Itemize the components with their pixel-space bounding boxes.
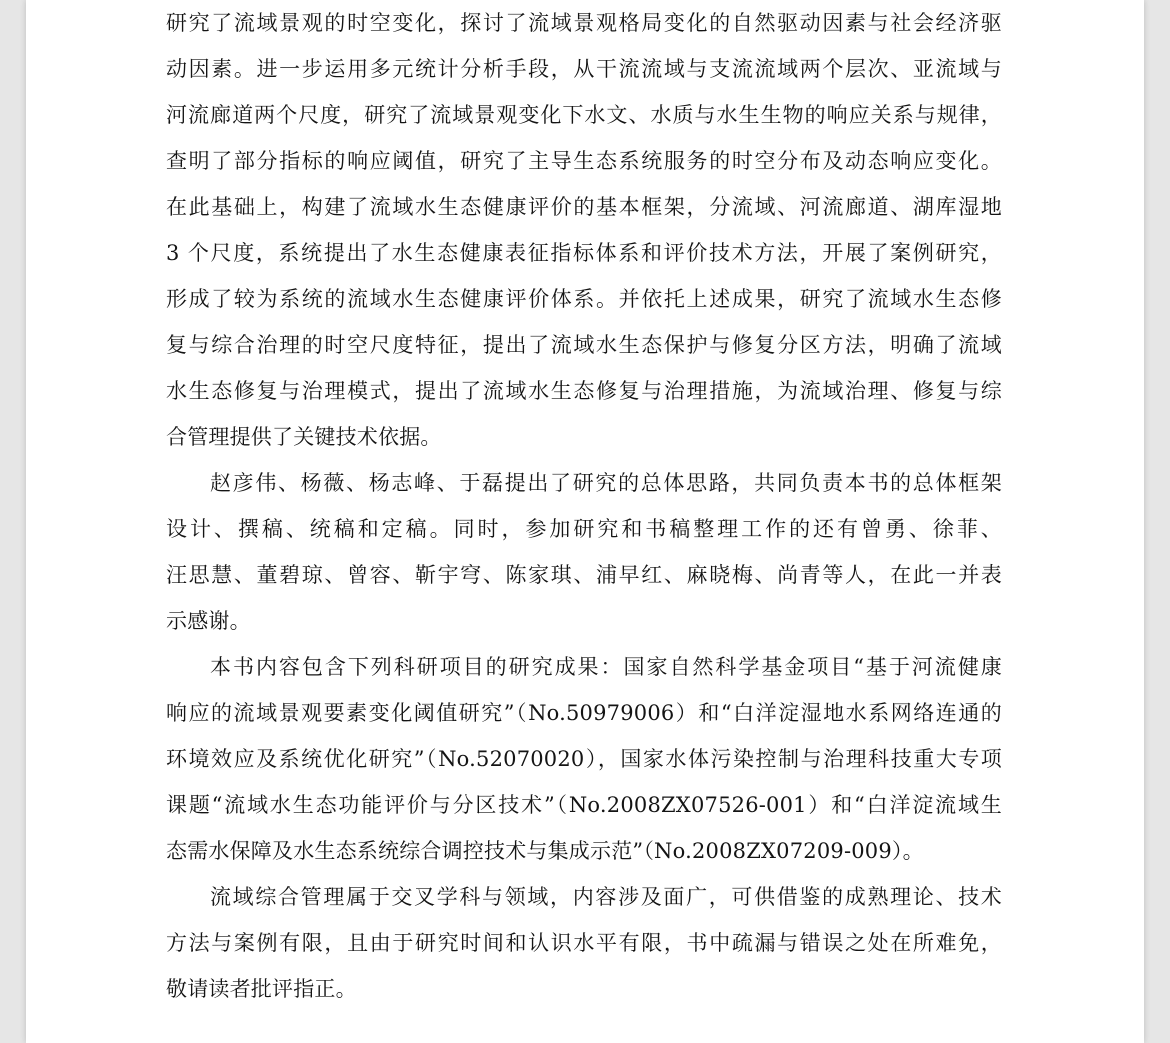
text-line: 河流廊道两个尺度，研究了流域景观变化下水文、水质与水生生物的响应关系与规律，: [166, 103, 1002, 127]
text-line: 课题“流域水生态功能评价与分区技术”（No.2008ZX07526-001）和“白洋淀流域生: [166, 793, 1002, 817]
text-line: 查明了部分指标的响应阈值，研究了主导生态系统服务的时空分布及动态响应变化。: [166, 149, 1002, 173]
text-line: 环境效应及系统优化研究”（No.52070020），国家水体污染控制与治理科技重大专项: [166, 747, 1002, 771]
text-line: 示感谢。: [166, 609, 251, 633]
text-line: 合管理提供了关键技术依据。: [166, 425, 442, 449]
text-line: 复与综合治理的时空尺度特征，提出了流域水生态保护与修复分区方法，明确了流域: [166, 333, 1002, 357]
text-line: 水生态修复与治理模式，提出了流域水生态修复与治理措施，为流域治理、修复与综: [166, 379, 1002, 403]
text-line: 研究了流域景观的时空变化，探讨了流域景观格局变化的自然驱动因素与社会经济驱: [166, 11, 1002, 35]
text-line: 动因素。进一步运用多元统计分析手段，从干流流域与支流流域两个层次、亚流域与: [166, 57, 1002, 81]
text-line: 汪思慧、董碧琼、曾容、靳宇穹、陈家琪、浦早红、麻晓梅、尚青等人，在此一并表: [166, 563, 1002, 587]
text-line: 敬请读者批评指正。: [166, 977, 357, 1001]
text-line: 响应的流域景观要素变化阈值研究”（No.50979006）和“白洋淀湿地水系网络连通的: [166, 701, 1002, 725]
document-body: [166, 0, 1002, 1012]
paragraph-start-line: 流域综合管理属于交叉学科与领域，内容涉及面广，可供借鉴的成熟理论、技术: [210, 885, 1002, 909]
text-line: 方法与案例有限，且由于研究时间和认识水平有限，书中疏漏与错误之处在所难免，: [166, 931, 1002, 955]
text-line: 形成了较为系统的流域水生态健康评价体系。并依托上述成果，研究了流域水生态修: [166, 287, 1002, 311]
paragraph-start-line: 赵彦伟、杨薇、杨志峰、于磊提出了研究的总体思路，共同负责本书的总体框架: [210, 471, 1002, 495]
text-line: 设计、撰稿、统稿和定稿。同时，参加研究和书稿整理工作的还有曾勇、徐菲、: [166, 517, 1002, 541]
text-line: 态需水保障及水生态系统综合调控技术与集成示范”（No.2008ZX07209-009）。: [166, 839, 924, 863]
text-line: 3 个尺度，系统提出了水生态健康表征指标体系和评价技术方法，开展了案例研究，: [166, 241, 1002, 265]
text-line: 在此基础上，构建了流域水生态健康评价的基本框架，分流域、河流廊道、湖库湿地: [166, 195, 1002, 219]
document-page: [26, 0, 1144, 1043]
paragraph-start-line: 本书内容包含下列科研项目的研究成果：国家自然科学基金项目“基于河流健康: [210, 655, 1002, 679]
